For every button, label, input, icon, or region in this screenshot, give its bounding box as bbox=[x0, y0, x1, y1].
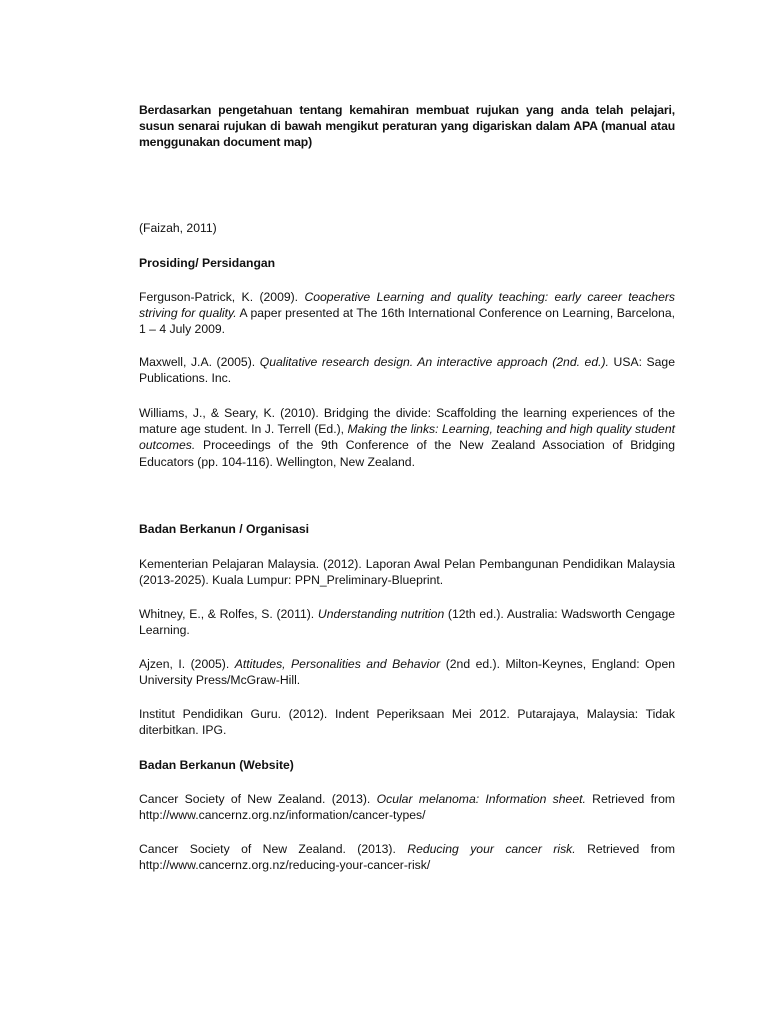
reference-entry: Cancer Society of New Zealand. (2013). Ocular melanoma: Information sheet. Retrieved from http://www.cancernz.org.nz/information/cancer-types/ bbox=[139, 792, 676, 823]
reference-entry: Institut Pendidikan Guru. (2012). Indent Peperiksaan Mei 2012. Putarajaya, Malaysia: Tidak diterbitkan. IPG. bbox=[139, 707, 675, 738]
reference-entry: Ferguson-Patrick, K. (2009). Cooperative Learning and quality teaching: early career teachers striving for quality. A paper presented at The 16th International Conference on Learning, Barcelona, 1 – 4 July 2009. bbox=[139, 290, 675, 337]
instruction-paragraph: Berdasarkan pengetahuan tentang kemahiran membuat rujukan yang anda telah pelajari, susun senarai rujukan di bawah mengikut peraturan yang digariskan dalam APA (manual atau menggunakan document map) bbox=[139, 103, 675, 150]
reference-entry: Cancer Society of New Zealand. (2013). Reducing your cancer risk. Retrieved from http://www.cancernz.org.nz/reducing-your-cancer-risk/ bbox=[139, 842, 676, 873]
citation-example: (Faizah, 2011) bbox=[139, 221, 217, 235]
section-heading-organisasi: Badan Berkanun / Organisasi bbox=[139, 522, 310, 536]
document-page bbox=[139, 102, 676, 873]
section-heading-prosiding: Prosiding/ Persidangan bbox=[139, 256, 276, 270]
reference-entry: Williams, J., & Seary, K. (2010). Bridging the divide: Scaffolding the learning experiences of the mature age student. In J. Terrell (Ed.), Making the links: Learning, teaching and high quality student outcomes. Proceedings of the 9th Conference of the New Zealand Association of Bridging Educators (pp. 104-116). Wellington, New Zealand. bbox=[139, 406, 676, 469]
reference-entry: Maxwell, J.A. (2005). Qualitative research design. An interactive approach (2nd. ed.). USA: Sage Publications. Inc. bbox=[139, 355, 675, 386]
reference-entry: Kementerian Pelajaran Malaysia. (2012). Laporan Awal Pelan Pembangunan Pendidikan Malaysia (2013-2025). Kuala Lumpur: PPN_Preliminary-Blueprint. bbox=[139, 557, 675, 588]
reference-entry: Ajzen, I. (2005). Attitudes, Personalities and Behavior (2nd ed.). Milton-Keynes, England: Open University Press/McGraw-Hill. bbox=[139, 657, 675, 688]
section-heading-website: Badan Berkanun (Website) bbox=[139, 758, 294, 772]
reference-entry: Whitney, E., & Rolfes, S. (2011). Understanding nutrition (12th ed.). Australia: Wadsworth Cengage Learning. bbox=[139, 607, 675, 638]
